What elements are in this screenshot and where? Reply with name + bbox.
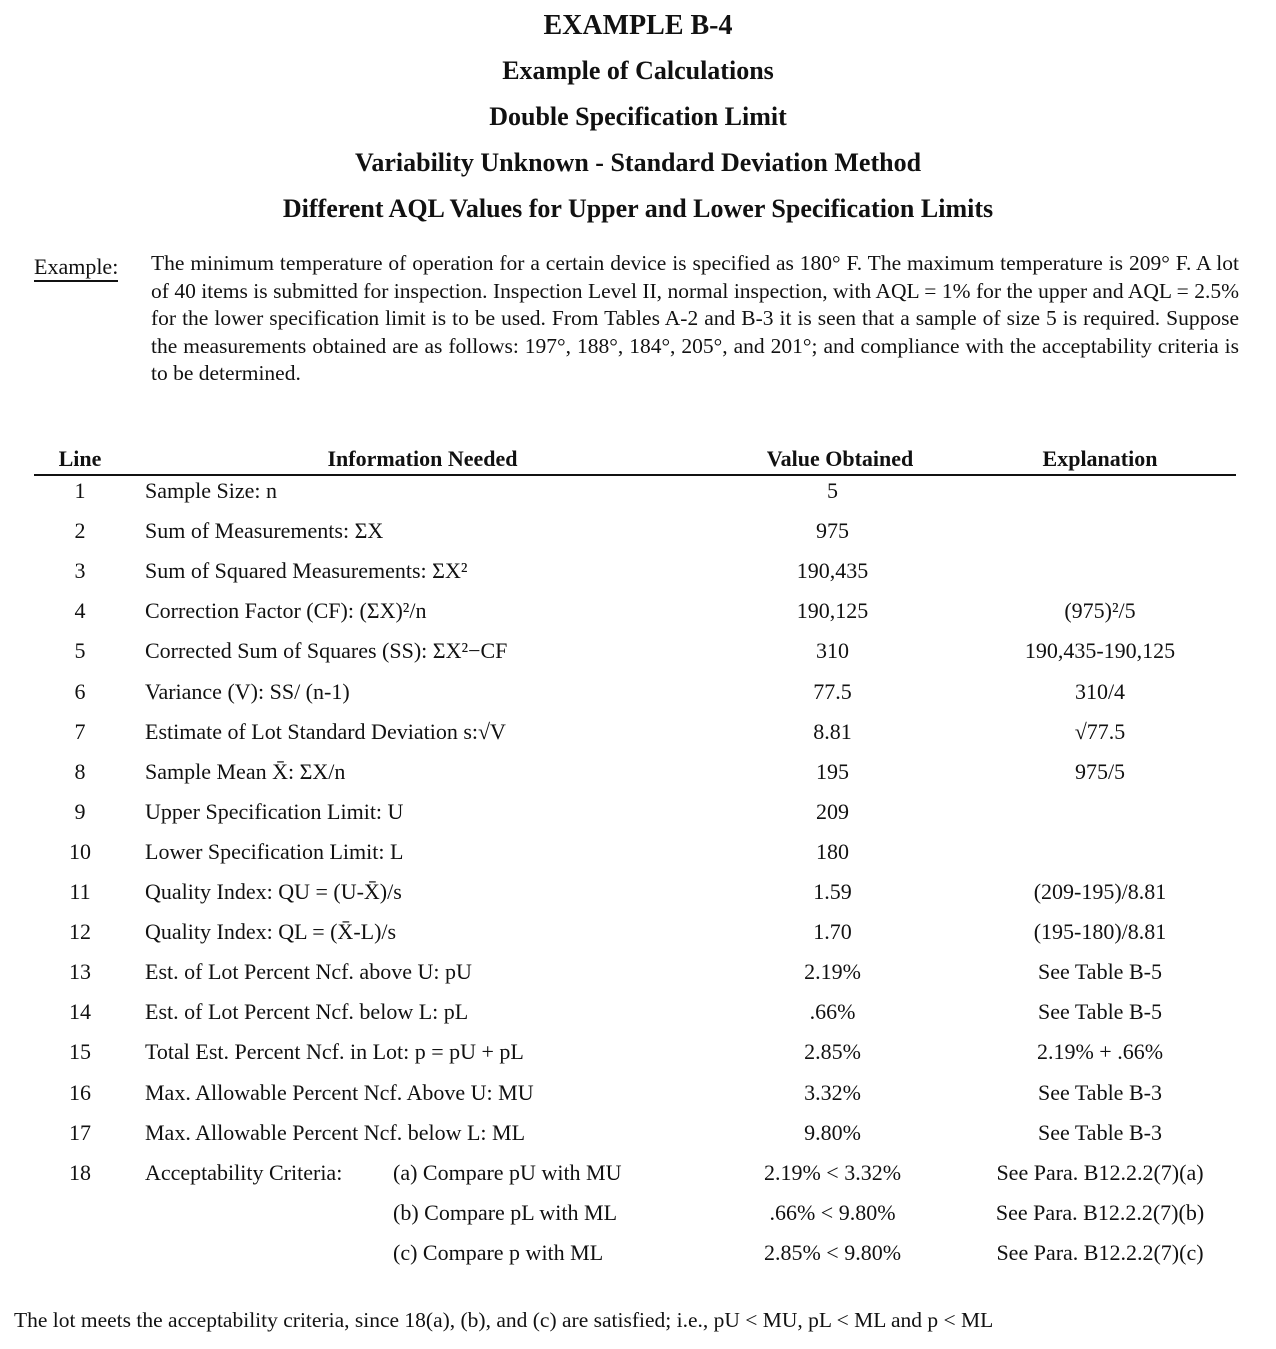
explanation: See Table B-3 bbox=[1038, 1119, 1162, 1145]
title-block bbox=[0, 4, 1276, 232]
explanation: See Table B-5 bbox=[1038, 999, 1162, 1025]
table-row bbox=[0, 759, 1276, 799]
line-number: 16 bbox=[69, 1079, 91, 1105]
table-row bbox=[0, 919, 1276, 959]
conclusion: The lot meets the acceptability criteria, since 18(a), (b), and (c) are satisfied; i.e., pU < MU, pL < ML and p < ML bbox=[14, 1308, 994, 1332]
value-obtained: 9.80% bbox=[804, 1119, 861, 1145]
explanation: (209-195)/8.81 bbox=[1033, 879, 1167, 904]
value-obtained: 195 bbox=[816, 758, 849, 784]
explanation: (195-180)/8.81 bbox=[1033, 919, 1167, 945]
subtitle-method: Variability Unknown - Standard Deviation Method bbox=[354, 148, 922, 177]
information-needed: Upper Specification Limit: U bbox=[145, 798, 404, 824]
value-obtained: 190,435 bbox=[796, 558, 869, 584]
value-obtained: 1.59 bbox=[813, 879, 852, 904]
value-obtained: .66% < 9.80% bbox=[769, 1199, 896, 1225]
information-needed: Variance (V): SS/ (n-1) bbox=[145, 678, 350, 704]
line-number: 14 bbox=[69, 999, 91, 1025]
example-label: Example: bbox=[34, 254, 118, 282]
table-row bbox=[0, 959, 1276, 999]
value-obtained: 77.5 bbox=[813, 678, 852, 704]
information-needed: Correction Factor (CF): (ΣX)²/n bbox=[145, 598, 427, 624]
information-needed: Acceptability Criteria: bbox=[145, 1159, 343, 1185]
header-line: Line bbox=[58, 446, 102, 471]
table-row bbox=[0, 1240, 1276, 1280]
line-number: 3 bbox=[74, 558, 86, 584]
information-needed: Estimate of Lot Standard Deviation s:√V bbox=[145, 718, 506, 744]
line-number: 17 bbox=[69, 1119, 91, 1145]
information-needed: Max. Allowable Percent Ncf. below L: ML bbox=[145, 1119, 526, 1145]
table-row bbox=[0, 598, 1276, 638]
information-needed: Sample Mean X̄: ΣX/n bbox=[145, 758, 346, 784]
line-number: 15 bbox=[69, 1039, 91, 1065]
table-row bbox=[0, 1039, 1276, 1079]
comparison-item: (b) Compare pL with ML bbox=[393, 1199, 618, 1225]
table-row bbox=[0, 1160, 1276, 1200]
value-obtained: 209 bbox=[816, 798, 849, 824]
line-number: 11 bbox=[69, 879, 91, 904]
information-needed: Sample Size: n bbox=[145, 478, 277, 503]
value-obtained: 2.85% bbox=[804, 1039, 861, 1065]
value-obtained: 3.32% bbox=[804, 1079, 861, 1105]
information-needed: Sum of Squared Measurements: ΣX² bbox=[145, 558, 468, 584]
table-row bbox=[0, 478, 1276, 518]
subtitle-spec-limit: Double Specification Limit bbox=[489, 102, 787, 131]
information-needed: Est. of Lot Percent Ncf. above U: pU bbox=[145, 959, 472, 985]
table-row bbox=[0, 719, 1276, 759]
information-needed: Est. of Lot Percent Ncf. below L: pL bbox=[145, 999, 469, 1025]
table-row bbox=[0, 1120, 1276, 1160]
information-needed: Quality Index: QU = (U-X̄)/s bbox=[145, 879, 402, 904]
table-row bbox=[0, 558, 1276, 598]
line-number: 12 bbox=[69, 919, 91, 945]
value-obtained: 2.19% bbox=[804, 959, 861, 985]
value-obtained: .66% bbox=[809, 999, 856, 1025]
information-needed: Sum of Measurements: ΣX bbox=[145, 518, 384, 544]
line-number: 4 bbox=[74, 598, 86, 624]
comparison-item: (c) Compare p with ML bbox=[393, 1239, 604, 1265]
table-row bbox=[0, 1200, 1276, 1240]
information-needed: Lower Specification Limit: L bbox=[145, 838, 404, 864]
explanation: 975/5 bbox=[1074, 758, 1126, 784]
table-row bbox=[0, 679, 1276, 719]
line-number: 6 bbox=[74, 678, 86, 704]
information-needed: Total Est. Percent Ncf. in Lot: p = pU + pL bbox=[145, 1039, 524, 1065]
explanation: √77.5 bbox=[1074, 718, 1126, 744]
value-obtained: 975 bbox=[816, 518, 849, 544]
information-needed: Max. Allowable Percent Ncf. Above U: MU bbox=[145, 1079, 534, 1105]
value-obtained: 1.70 bbox=[813, 919, 852, 945]
table-row bbox=[0, 1080, 1276, 1120]
header-information: Information Needed bbox=[327, 446, 518, 471]
table-row bbox=[0, 999, 1276, 1039]
value-obtained: 8.81 bbox=[813, 718, 852, 744]
line-number: 18 bbox=[69, 1159, 91, 1185]
table-row bbox=[0, 799, 1276, 839]
line-number: 5 bbox=[74, 638, 86, 664]
explanation: (975)²/5 bbox=[1064, 598, 1136, 624]
line-number: 1 bbox=[74, 478, 86, 503]
information-needed: Quality Index: QL = (X̄-L)/s bbox=[145, 919, 397, 945]
line-number: 10 bbox=[69, 838, 91, 864]
explanation: 190,435-190,125 bbox=[1024, 638, 1176, 664]
subtitle-calculations: Example of Calculations bbox=[502, 56, 774, 85]
explanation: See Para. B12.2.2(7)(b) bbox=[995, 1199, 1205, 1225]
explanation: See Table B-3 bbox=[1038, 1079, 1162, 1105]
table-row bbox=[0, 839, 1276, 879]
line-number: 7 bbox=[74, 718, 86, 744]
value-obtained: 190,125 bbox=[796, 598, 869, 624]
header-rule bbox=[34, 474, 1236, 476]
value-obtained: 180 bbox=[816, 838, 849, 864]
example-heading: EXAMPLE B-4 bbox=[543, 10, 733, 41]
information-needed: Corrected Sum of Squares (SS): ΣX²−CF bbox=[145, 638, 508, 664]
subtitle-aql: Different AQL Values for Upper and Lower Specification Limits bbox=[282, 194, 994, 223]
header-explanation: Explanation bbox=[1042, 446, 1158, 471]
table-row bbox=[0, 518, 1276, 558]
explanation: See Para. B12.2.2(7)(a) bbox=[996, 1159, 1204, 1185]
line-number: 2 bbox=[74, 518, 86, 544]
explanation: 2.19% + .66% bbox=[1036, 1039, 1164, 1065]
explanation: 310/4 bbox=[1074, 678, 1126, 704]
value-obtained: 2.19% < 3.32% bbox=[763, 1159, 902, 1185]
explanation: See Table B-5 bbox=[1038, 959, 1162, 985]
comparison-item: (a) Compare pU with MU bbox=[393, 1159, 622, 1185]
value-obtained: 310 bbox=[816, 638, 849, 664]
table-row bbox=[0, 638, 1276, 678]
example-paragraph: The minimum temperature of operation for a certain device is specified as 180° F. The maximum temperature is 209° F. A lot of 40 items is submitted for inspection. Inspection Level II, normal inspection, with AQL = 1% for the upper and AQL = 2.5% for the lower specification limit is to be used. From Tables A-2 and B-3 it is seen that a sample of size 5 is required. Suppose the measurements obtained are as follows: 197°, 188°, 184°, 205°, and 201°; and compliance with the acceptability criteria is to be determined. bbox=[151, 251, 1239, 385]
value-obtained: 2.85% < 9.80% bbox=[763, 1239, 902, 1265]
line-number: 9 bbox=[74, 798, 86, 824]
value-obtained: 5 bbox=[827, 478, 838, 503]
header-value: Value Obtained bbox=[766, 446, 914, 471]
explanation: See Para. B12.2.2(7)(c) bbox=[996, 1239, 1204, 1265]
line-number: 8 bbox=[74, 758, 86, 784]
table-row bbox=[0, 879, 1276, 919]
line-number: 13 bbox=[69, 959, 91, 985]
